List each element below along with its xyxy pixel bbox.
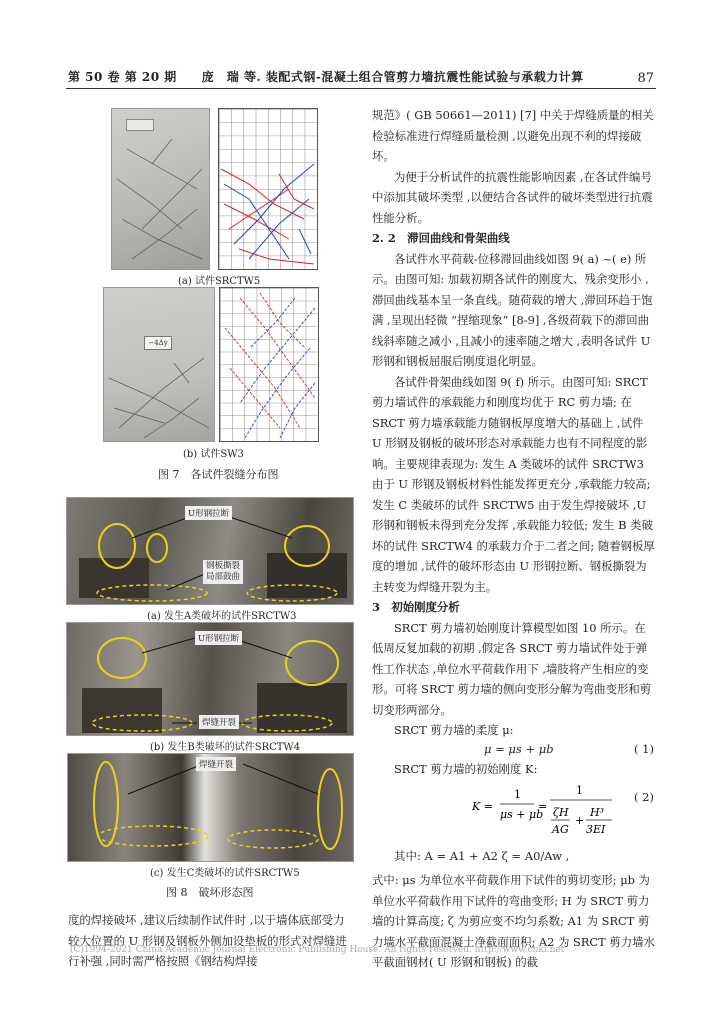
left-column-text bbox=[68, 910, 350, 972]
fig7a-photo bbox=[111, 108, 210, 270]
svg-text:H³: H³ bbox=[590, 806, 605, 819]
svg-text:AG: AG bbox=[552, 823, 569, 836]
equation-2 bbox=[472, 780, 622, 840]
right-column bbox=[372, 105, 656, 741]
svg-text:3EI: 3EI bbox=[586, 823, 606, 836]
section-2-2-heading: 2. 2 滞回曲线和骨架曲线 bbox=[372, 231, 510, 245]
page-number: 87 bbox=[637, 71, 654, 86]
fig8a-photo bbox=[66, 497, 354, 605]
svg-text:=: = bbox=[538, 800, 548, 813]
fig8-caption: 图 8 破坏形态图 bbox=[166, 886, 254, 899]
equation-2-number: ( 2) bbox=[634, 790, 654, 804]
left-paragraph: 度的焊接破坏 ,建议后续制作试件时 ,以于墙体底部受力较大位置的 U 形钢及钢板外侧加设垫板的形式对焊缝进行补强 ,同时需严格按照《钢结构焊接 bbox=[68, 913, 347, 968]
equation-1: μ = μs + μb bbox=[484, 742, 554, 756]
fig7b-crack-map bbox=[220, 288, 318, 441]
fig8c-label: (c) 发生C类破坏的试件SRCTW5 bbox=[150, 868, 300, 879]
eq2-intro: SRCT 剪力墙的初始刚度 K: bbox=[394, 762, 538, 776]
fig7b-photo-cracks bbox=[104, 288, 214, 441]
fig8b-annotation-weld: 焊缝开裂 bbox=[199, 715, 239, 729]
fig7a-crack-grid bbox=[218, 108, 318, 270]
fig7-caption: 图 7 各试件裂缝分布图 bbox=[158, 468, 279, 481]
para-5: SRCT 剪力墙初始刚度计算模型如图 10 所示。在低周反复加载的初期 ,假定各 SRCT 剪力墙试件处于弹性工作状态 ,单位水平荷载作用下 ,墙肢将产生相应的变形。可将 SRCT 剪力墙的侧向变形分解为弯曲变形和剪切变形两部分。 bbox=[372, 620, 652, 717]
fig8b-annotation-u-steel: U形钢拉断 bbox=[195, 631, 242, 645]
fig7a-crack-map bbox=[219, 109, 317, 269]
equation-2-formula bbox=[472, 780, 622, 840]
svg-text:K =: K = bbox=[472, 800, 493, 813]
running-head: 第 50 卷 第 20 期 庞 瑞 等. 装配式钢-混凝土组合管剪力墙抗震性能试验与承载力计算 bbox=[68, 70, 584, 84]
section-3-heading: 3 初始刚度分析 bbox=[372, 600, 460, 614]
fig8a-annotation-plate: 钢板撕裂 局部鼓曲 bbox=[203, 560, 243, 584]
equation-1-number: ( 1) bbox=[634, 742, 654, 756]
fig8b-photo bbox=[66, 622, 354, 736]
svg-text:μs + μb: μs + μb bbox=[500, 808, 544, 821]
svg-text:+: + bbox=[575, 814, 585, 827]
header-rule bbox=[66, 88, 656, 89]
equation-3: 其中: A = A1 + A2 ζ = A0/Aw , bbox=[394, 849, 570, 863]
fig7b-photo-label: −4Δy bbox=[144, 336, 172, 350]
right-column-bottom bbox=[372, 870, 656, 973]
svg-text:1: 1 bbox=[514, 788, 521, 801]
svg-text:1: 1 bbox=[576, 784, 583, 797]
fig8c-photo bbox=[67, 753, 354, 862]
para-4: 各试件骨架曲线如图 9( f) 所示。由图可知: SRCT 剪力墙试件的承载能力和刚度均优于 RC 剪力墙; 在 SRCT 剪力墙承载能力随钢板厚度增大的基础上 ,试件 U 形钢及钢板的破坏形态对承载能力也有不同程度的影响。主要规律表现为: 发生 A 类破坏的试件 SRCTW3 由于 U 形钢及钢板材料性能发挥更充分 ,承载能力较高; 发生 C 类破坏的试件 SRCTW5 由于发生焊接破坏 ,U 形钢和钢板未得到充分发挥 ,承载能力较低; 发生 B 类破坏的试件 SRCTW4 的承载力介于二者之间; 随着钢板厚度的增加 ,试件的破坏形态由 U 形钢拉断、钢板撕裂为主转变为焊缝开裂为主。 bbox=[372, 374, 655, 594]
para-2: 为便于分析试件的抗震性能影响因素 ,在各试件编号中添加其破坏类型 ,以便结合各试件的破坏类型进行抗震性能分析。 bbox=[372, 169, 653, 225]
fig8a-annotation-u-steel: U形钢拉断 bbox=[185, 506, 232, 520]
fig8b-label: (b) 发生B类破坏的试件SRCTW4 bbox=[150, 742, 301, 753]
fig7b-photo bbox=[103, 287, 215, 442]
para-6: 式中: μs 为单位水平荷载作用下试件的剪切变形; μb 为单位水平荷载作用下试件的弯曲变形; H 为 SRCT 剪力墙的计算高度; ζ 为剪应变不均匀系数; A1 为 SRCT 剪力墙水平截面混凝土净截面面积; A2 为 SRCT 剪力墙水平截面钢材( U 形钢和钢板) 的截 bbox=[372, 873, 655, 969]
para-3: 各试件水平荷载-位移滞回曲线如图 9( a) ~( e) 所示。由图可知: 加载初期各试件的刚度大、残余变形小 ,滞回曲线基本呈一条直线。随荷载的增大 ,滞回环趋于饱满 ,呈现出轻微 “捏缩现象” [8-9] ,各级荷载下的滞回曲线斜率随之减小 ,且减小的速率随之增大 ,表明各试件 U 形钢和钢板屈服后刚度退化明显。 bbox=[372, 251, 653, 368]
fig8c-annotation-weld: 焊缝开裂 bbox=[196, 757, 236, 771]
fig7b-crack-grid bbox=[219, 287, 319, 442]
para-1: 规范》( GB 50661—2011) [7] 中关于焊缝质量的相关检验标准进行焊缝质量检测 ,以避免出现不利的焊接破坏。 bbox=[372, 108, 654, 163]
svg-text:ζH: ζH bbox=[553, 806, 569, 819]
fig8a-label: (a) 发生A类破坏的试件SRCTW3 bbox=[147, 611, 297, 622]
fig7a-photo-cracks bbox=[112, 109, 209, 269]
cnki-footer: (C)1994-2021 China Academic Journal Electronic Publishing House. All rights reserved. http://www.cnki.net bbox=[70, 945, 565, 955]
eq1-intro: SRCT 剪力墙的柔度 μ: bbox=[394, 723, 514, 737]
fig7b-label: (b) 试件SW3 bbox=[183, 449, 244, 460]
fig7a-label: (a) 试件SRCTW5 bbox=[178, 276, 261, 287]
